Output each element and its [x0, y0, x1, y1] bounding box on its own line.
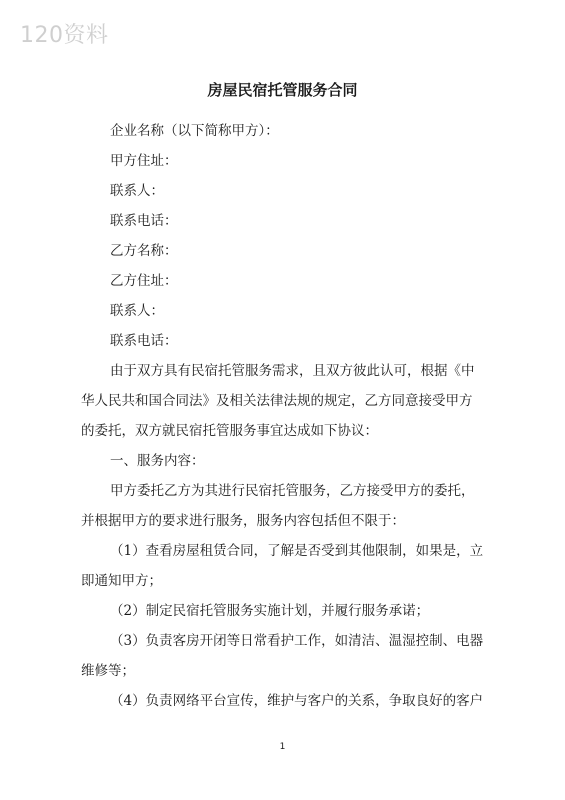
watermark: 120资料: [20, 23, 109, 48]
list-item-line: （3）负责客房开闭等日常看护工作，如清洁、温湿控制、电器: [110, 633, 484, 649]
party-field: 联系人：: [110, 183, 164, 199]
list-item-line: 维修等；: [81, 663, 135, 679]
party-field: 企业名称（以下简称甲方）：: [110, 123, 279, 139]
section-para-line: 甲方委托乙方为其进行民宿托管服务，乙方接受甲方的委托，: [110, 483, 475, 499]
list-item-line: （4）负责网络平台宣传，维护与客户的关系，争取良好的客户: [110, 693, 484, 709]
intro-line: 由于双方具有民宿托管服务需求，且双方彼此认可，根据《中: [110, 363, 475, 379]
party-field: 联系电话：: [110, 333, 178, 349]
section-para-line: 并根据甲方的要求进行服务，服务内容包括但不限于：: [81, 513, 405, 529]
list-item-line: （1）查看房屋租赁合同，了解是否受到其他限制，如果是，立: [110, 543, 484, 559]
page-number: 1: [279, 742, 286, 752]
party-field: 联系人：: [110, 303, 164, 319]
party-field: 甲方住址：: [110, 153, 178, 169]
party-field: 乙方住址：: [110, 273, 178, 289]
list-item-line: （2）制定民宿托管服务实施计划，并履行服务承诺；: [110, 603, 430, 619]
section-heading: 一、服务内容：: [110, 453, 205, 469]
intro-line: 的委托，双方就民宿托管服务事宜达成如下协议：: [81, 423, 378, 439]
document-title: 房屋民宿托管服务合同: [207, 81, 358, 99]
list-item-line: 即通知甲方；: [81, 573, 162, 589]
intro-line: 华人民共和国合同法》及相关法律法规的规定，乙方同意接受甲方: [81, 393, 473, 409]
party-field: 联系电话：: [110, 213, 178, 229]
party-field: 乙方名称：: [110, 243, 178, 259]
